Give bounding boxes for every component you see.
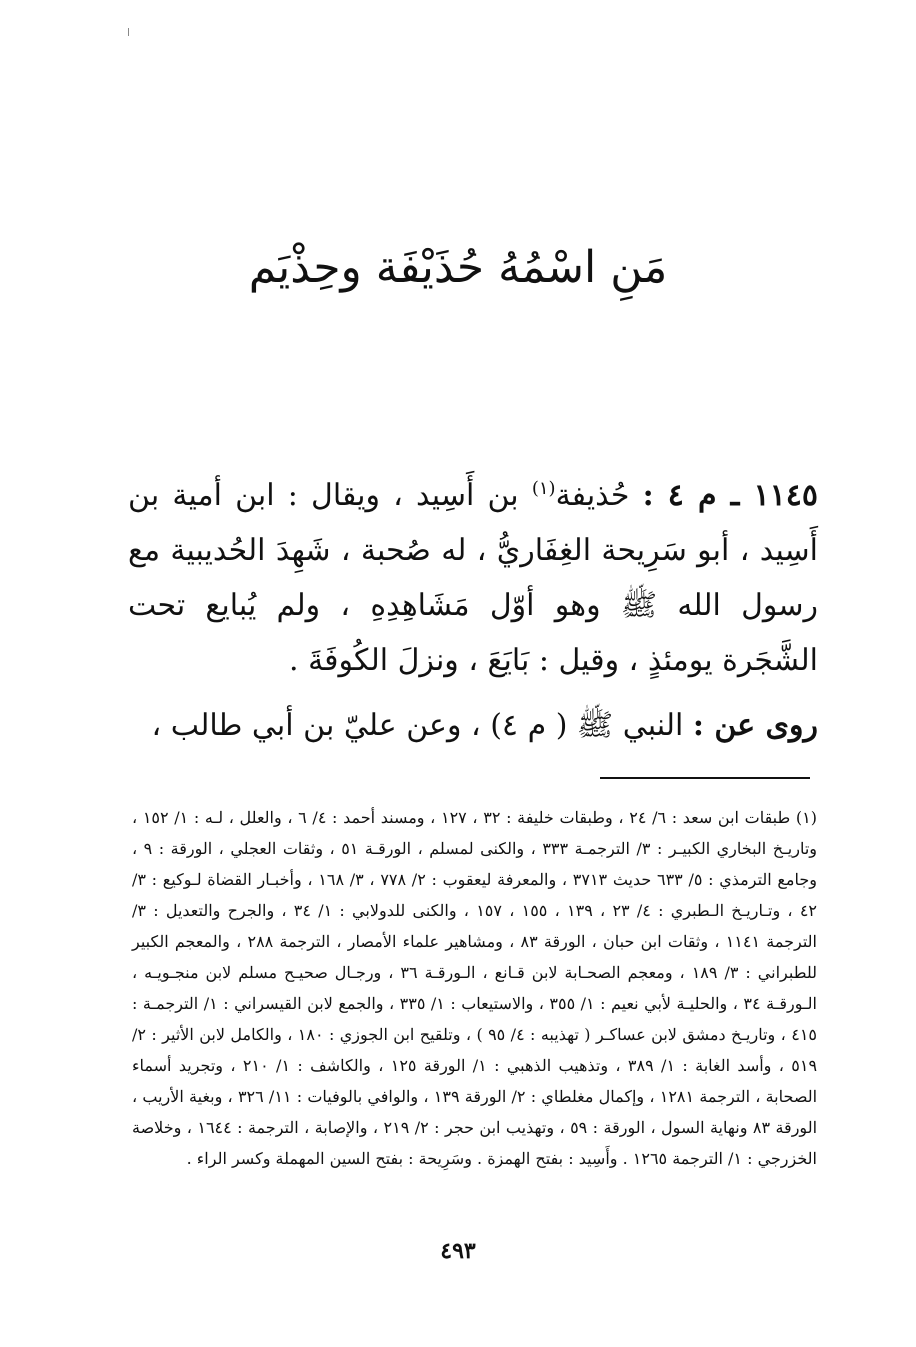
scan-mark: [128, 28, 129, 36]
entry-number: ١١٤٥ ـ م ٤ :: [642, 478, 818, 513]
footnote-marker: (١): [795, 808, 817, 827]
biography-entry: [128, 468, 818, 688]
footnote: [132, 802, 817, 1174]
narrates-from: [128, 698, 818, 753]
footnote-reference: (١): [531, 478, 556, 499]
entry-text: بن أَسِيد ، ويقال : ابن أمية بن أَسِيد ، أبو سَرِيحة الغِفَاريُّ ، له صُحبة ، شَهِدَ الحُديبية مع رسول الله ﷺ وهو أوّل مَشَاهِدِهِ ، ولم يُبايع تحت الشَّجَرة يومئذٍ ، وقيل : بَايَعَ ، ونزلَ الكُوفَةَ .: [128, 478, 818, 678]
narrates-label: روى عن :: [692, 708, 818, 743]
narrates-text: النبي ﷺ ( م ٤) ، وعن عليّ بن أبي طالب ،: [151, 708, 684, 743]
chapter-title: مَنِ اسْمُهُ حُذَيْفَة وحِذْيَم: [248, 242, 668, 293]
footnote-text: طبقات ابن سعد : ٦/ ٢٤ ، وطبقات خليفة : ٣٢ ، ١٢٧ ، ومسند أحمد : ٤/ ٦ ، والعلل ، لـه : ١/ ١٥٢ ، وتاريـخ البخاري الكبيـر : ٣/ الترجمـة ٣٣٣ ، والكنى لمسلم ، الورقـة ٥١ ، وثقات العجلي ، الورقة : ٩ ، وجامع الترمذي : ٥/ ٦٣٣ حديث ٣٧١٣ ، والمعرفة ليعقوب : ٢/ ٧٧٨ ، ٣/ ١٦٨ ، وأخبـار القضاة لـوكيع : ٣/ ٤٢ ، وتـاريـخ الـطبري : ٤/ ٢٣ ، ١٣٩ ، ١٥٥ ، ١٥٧ ، والكنى للدولابي : ١/ ٣٤ ، والجرح والتعديل : ٣/ الترجمة ١١٤١ ، وثقات ابن حبان ، الورقة ٨٣ ، ومشاهير علماء الأمصار ، الترجمة ٢٨٨ ، والمعجم الكبير للطبراني : ٣/ ١٨٩ ، ومعجم الصحـابة لابن قـانع ، الـورقـة ٣٦ ، ورجـال صحيـح مسلم لابن منجـويـه ، الـورقـة ٣٤ ، والحليـة لأبي نعيم : ١/ ٣٥٥ ، والاستيعاب : ١/ ٣٣٥ ، والجمع لابن القيسراني : ١/ الترجمـة : ٤١٥ ، وتاريـخ دمشق لابن عساكـر ( تهذيبه : ٤/ ٩٥ ) ، وتلقيح ابن الجوزي : ١٨٠ ، والكامل لابن الأثير : ٢/ ٥١٩ ، وأسد الغابة : ١/ ٣٨٩ ، وتذهيب الذهبي : ١/ الورقة ١٢٥ ، والكاشف : ١/ ٢١٠ ، وتجريد أسماء الصحابة ، الترجمة ١٢٨١ ، وإكمال مغلطاي : ٢/ الورقة ١٣٩ ، والوافي بالوفيات : ١١/ ٣٢٦ ، وبغية الأريب ، الورقة ٨٣ ونهاية السول ، الورقة : ٥٩ ، وتهذيب ابن حجر : ٢/ ٢١٩ ، والإصابة ، الترجمة : ١٦٤٤ ، وخلاصة الخزرجي : ١/ الترجمة ١٢٦٥ . وأَسِيد : بفتح الهمزة . وسَرِيحة : بفتح السين المهملة وكسر الراء .: [132, 808, 818, 1168]
entry-name: حُذيفة: [555, 478, 630, 513]
footnote-divider: [600, 777, 810, 779]
page-number: ٤٩٣: [440, 1238, 476, 1264]
